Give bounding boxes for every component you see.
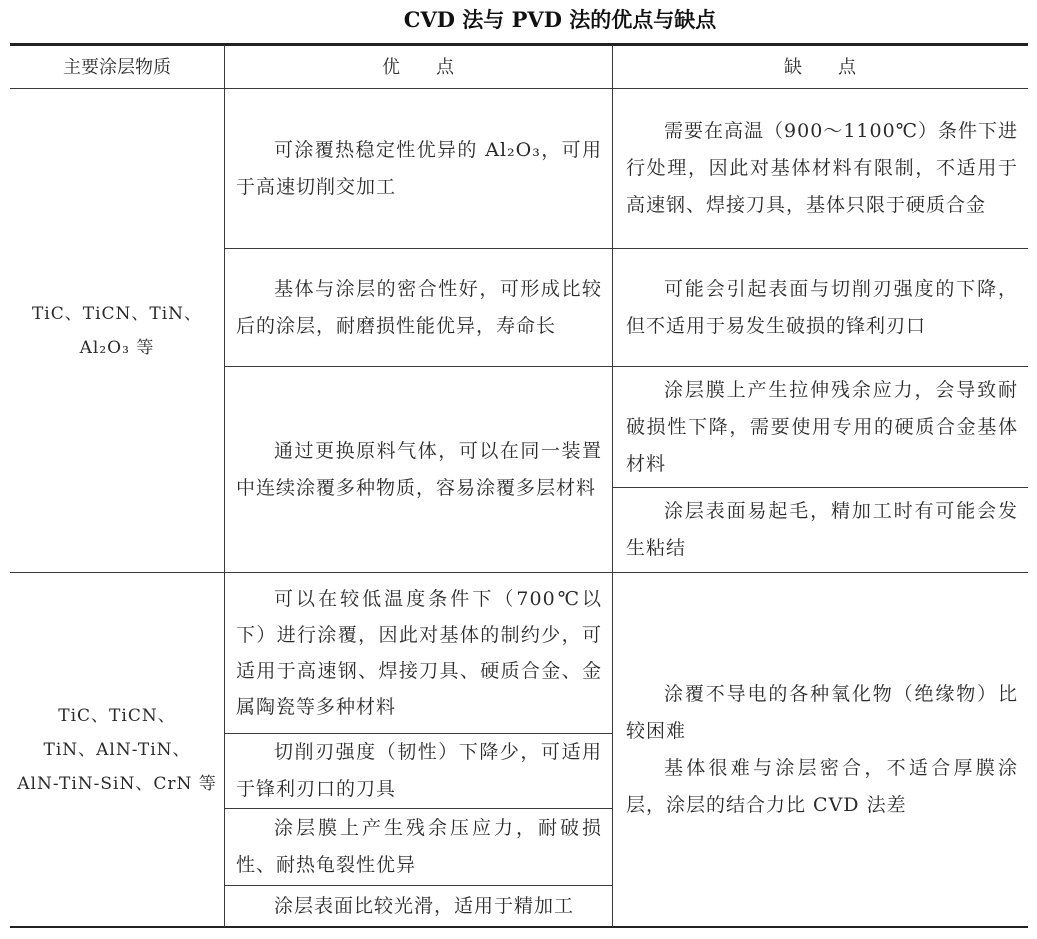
cvd-disadvantage-3	[626, 367, 1018, 487]
pvd-material-line: TiC、TiCN、	[58, 705, 176, 726]
pvd-material-line: TiN、AlN-TiN、	[43, 739, 191, 760]
header-material-label: 主要涂层物质	[63, 56, 171, 78]
header-advantages	[224, 46, 612, 88]
pvd-disadvantages	[626, 573, 1018, 926]
pvd-advantage-2-text: 切削刃强度（韧性）下降少，可适用于锋利刃口的刀具	[236, 741, 602, 800]
cvd-advantage-1	[236, 89, 602, 248]
cvd-advantage-3-text: 通过更换原料气体，可以在同一装置中连续涂覆多种物质，容易涂覆多层材料	[236, 439, 602, 499]
pvd-material-cell	[10, 573, 224, 926]
cvd-disadvantage-2-text: 可能会引起表面与切削刃强度的下降，但不适用于易发生破损的锋利刃口	[626, 277, 1018, 337]
table-title: CVD 法与 PVD 法的优点与缺点	[403, 7, 717, 32]
cvd-disadvantage-4	[626, 488, 1018, 572]
header-advantages-label: 优 点	[382, 56, 454, 78]
cvd-disadvantage-3-text: 涂层膜上产生拉伸残余应力，会导致耐破损性下降，需要使用专用的硬质合金基体材料	[626, 378, 1018, 475]
pvd-disadvantage-1-text: 涂覆不导电的各种氧化物（绝缘物）比较困难	[626, 682, 1018, 742]
pvd-disadvantage-2-text: 基体很难与涂层密合，不适合厚膜涂层，涂层的结合力比 CVD 法差	[626, 756, 1018, 816]
pvd-advantage-1	[236, 573, 602, 733]
cvd-material-cell	[10, 89, 224, 572]
pvd-advantage-2	[236, 734, 602, 808]
col1-divider	[224, 45, 225, 927]
cvd-disadvantage-1	[626, 89, 1018, 248]
col2-divider	[612, 45, 613, 927]
cvd-advantage-1-text: 可涂覆热稳定性优异的 Al₂O₃，可用于高速切削交加工	[236, 138, 602, 198]
pvd-advantage-3	[236, 809, 602, 885]
cvd-disadvantage-4-text: 涂层表面易起毛，精加工时有可能会发生粘结	[626, 500, 1018, 559]
pvd-advantage-3-text: 涂层膜上产生残余压应力，耐破损性、耐热龟裂性优异	[236, 817, 602, 876]
cvd-material-line: Al₂O₃ 等	[79, 337, 155, 358]
cvd-disadvantage-2	[626, 249, 1018, 366]
cvd-advantage-2-text: 基体与涂层的密合性好，可形成比较后的涂层，耐磨损性能优异，寿命长	[236, 277, 602, 337]
cvd-disadvantage-1-text: 需要在高温（900～1100℃）条件下进行处理，因此对基体材料有限制，不适用于高速钢、焊接刀具，基体只限于硬质合金	[626, 120, 1018, 216]
cvd-advantage-3	[236, 367, 602, 572]
cvd-material-line: TiC、TiCN、TiN、	[31, 303, 203, 324]
pvd-advantage-1-text: 可以在较低温度条件下（700℃以下）进行涂覆，因此对基体的制约少，可适用于高速钢、焊接刀具、硬质合金、金属陶瓷等多种材料	[236, 588, 602, 718]
pvd-advantage-4-text: 涂层表面比较光滑，适用于精加工	[274, 894, 575, 917]
header-material	[10, 46, 224, 88]
header-disadvantages-label: 缺 点	[784, 56, 856, 78]
header-disadvantages	[612, 46, 1028, 88]
pvd-advantage-4	[236, 886, 602, 926]
pvd-material-line: AlN-TiN-SiN、CrN 等	[17, 773, 217, 794]
bottom-rule	[10, 926, 1028, 928]
cvd-advantage-2	[236, 249, 602, 366]
